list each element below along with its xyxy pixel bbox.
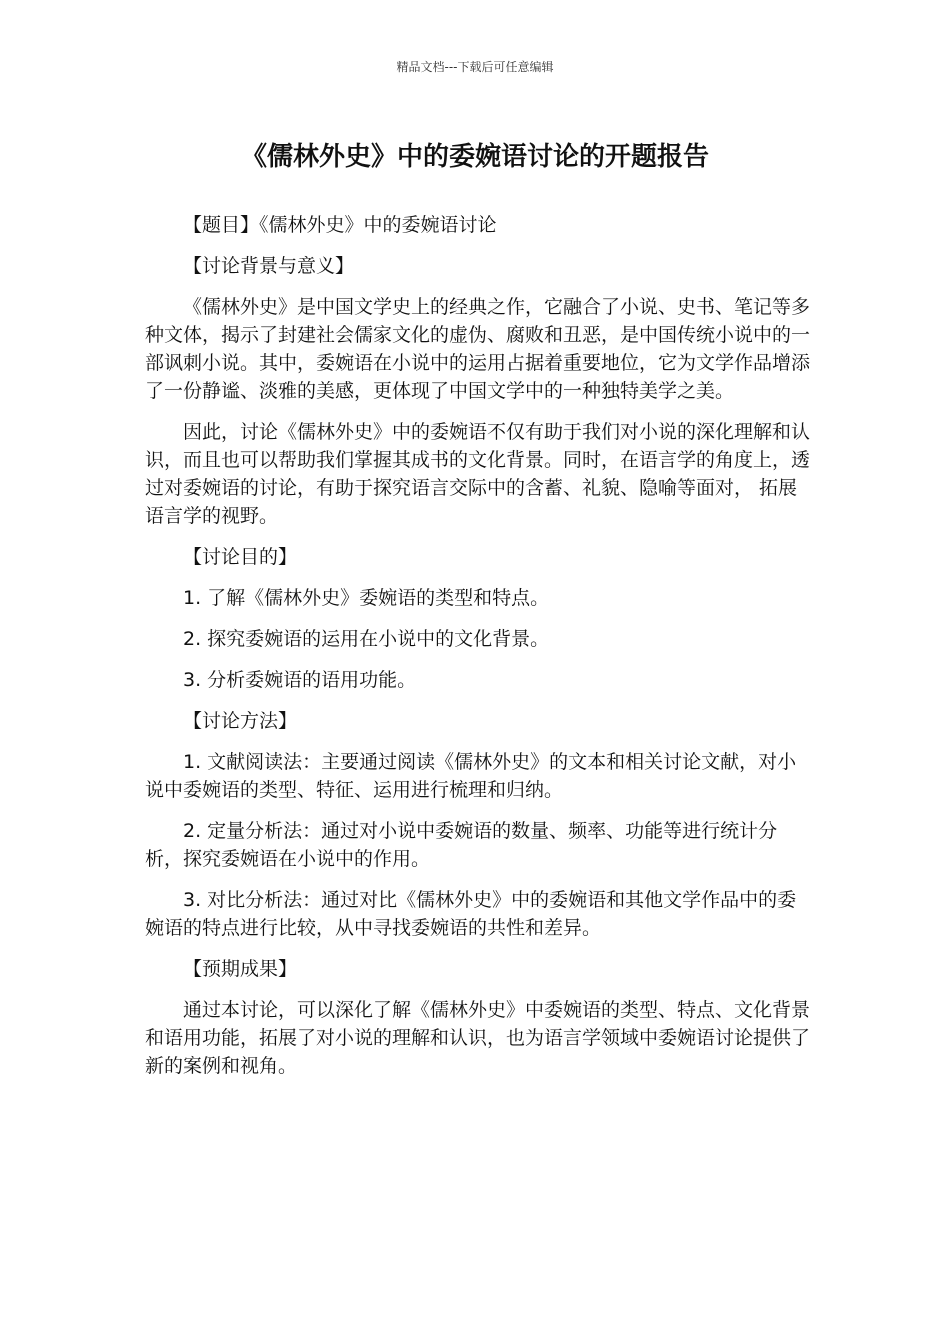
heading-expected-results: 【预期成果】 bbox=[183, 958, 298, 980]
header-note: 精品文档---下载后可任意编辑 bbox=[396, 60, 554, 74]
heading-methods: 【讨论方法】 bbox=[183, 710, 298, 732]
list-item: 1. 文献阅读法：主要通过阅读《儒林外史》的文本和相关讨论文献，对小说中委婉语的类型、特征、运用进行梳理和归纳。 bbox=[145, 751, 797, 801]
list-item: 1. 了解《儒林外史》委婉语的类型和特点。 bbox=[183, 587, 550, 609]
heading-purpose: 【讨论目的】 bbox=[183, 546, 298, 568]
list-item: 2. 定量分析法：通过对小说中委婉语的数量、频率、功能等进行统计分析，探究委婉语在小说中的作用。 bbox=[145, 820, 778, 870]
list-item: 2. 探究委婉语的运用在小说中的文化背景。 bbox=[183, 628, 550, 650]
paragraph: 《儒林外史》是中国文学史上的经典之作，它融合了小说、史书、笔记等多种文体，揭示了封建社会儒家文化的虚伪、腐败和丑恶，是中国传统小说中的一部讽刺小说。其中，委婉语在小说中的运用占据着重要地位，它为文学作品增添了一份静谧、淡雅的美感，更体现了中国文学中的一种独特美学之美。 bbox=[145, 296, 811, 402]
paragraph: 通过本讨论，可以深化了解《儒林外史》中委婉语的类型、特点、文化背景和语用功能，拓展了对小说的理解和认识，也为语言学领域中委婉语讨论提供了新的案例和视角。 bbox=[145, 999, 811, 1077]
paragraph-topic: 【题目】《儒林外史》中的委婉语讨论 bbox=[183, 214, 497, 236]
list-item: 3. 对比分析法：通过对比《儒林外史》中的委婉语和其他文学作品中的委婉语的特点进行比较，从中寻找委婉语的共性和差异。 bbox=[145, 889, 797, 939]
heading-background: 【讨论背景与意义】 bbox=[183, 255, 355, 277]
paragraph: 因此，讨论《儒林外史》中的委婉语不仅有助于我们对小说的深化理解和认识，而且也可以帮助我们掌握其成书的文化背景。同时，在语言学的角度上，透过对委婉语的讨论，有助于探究语言交际中的含蓄、礼貌、隐喻等面对， 拓展语言学的视野。 bbox=[145, 421, 811, 527]
document-title: 《儒林外史》中的委婉语讨论的开题报告 bbox=[240, 142, 709, 172]
list-item: 3. 分析委婉语的语用功能。 bbox=[183, 669, 417, 691]
document-body bbox=[145, 211, 810, 1093]
